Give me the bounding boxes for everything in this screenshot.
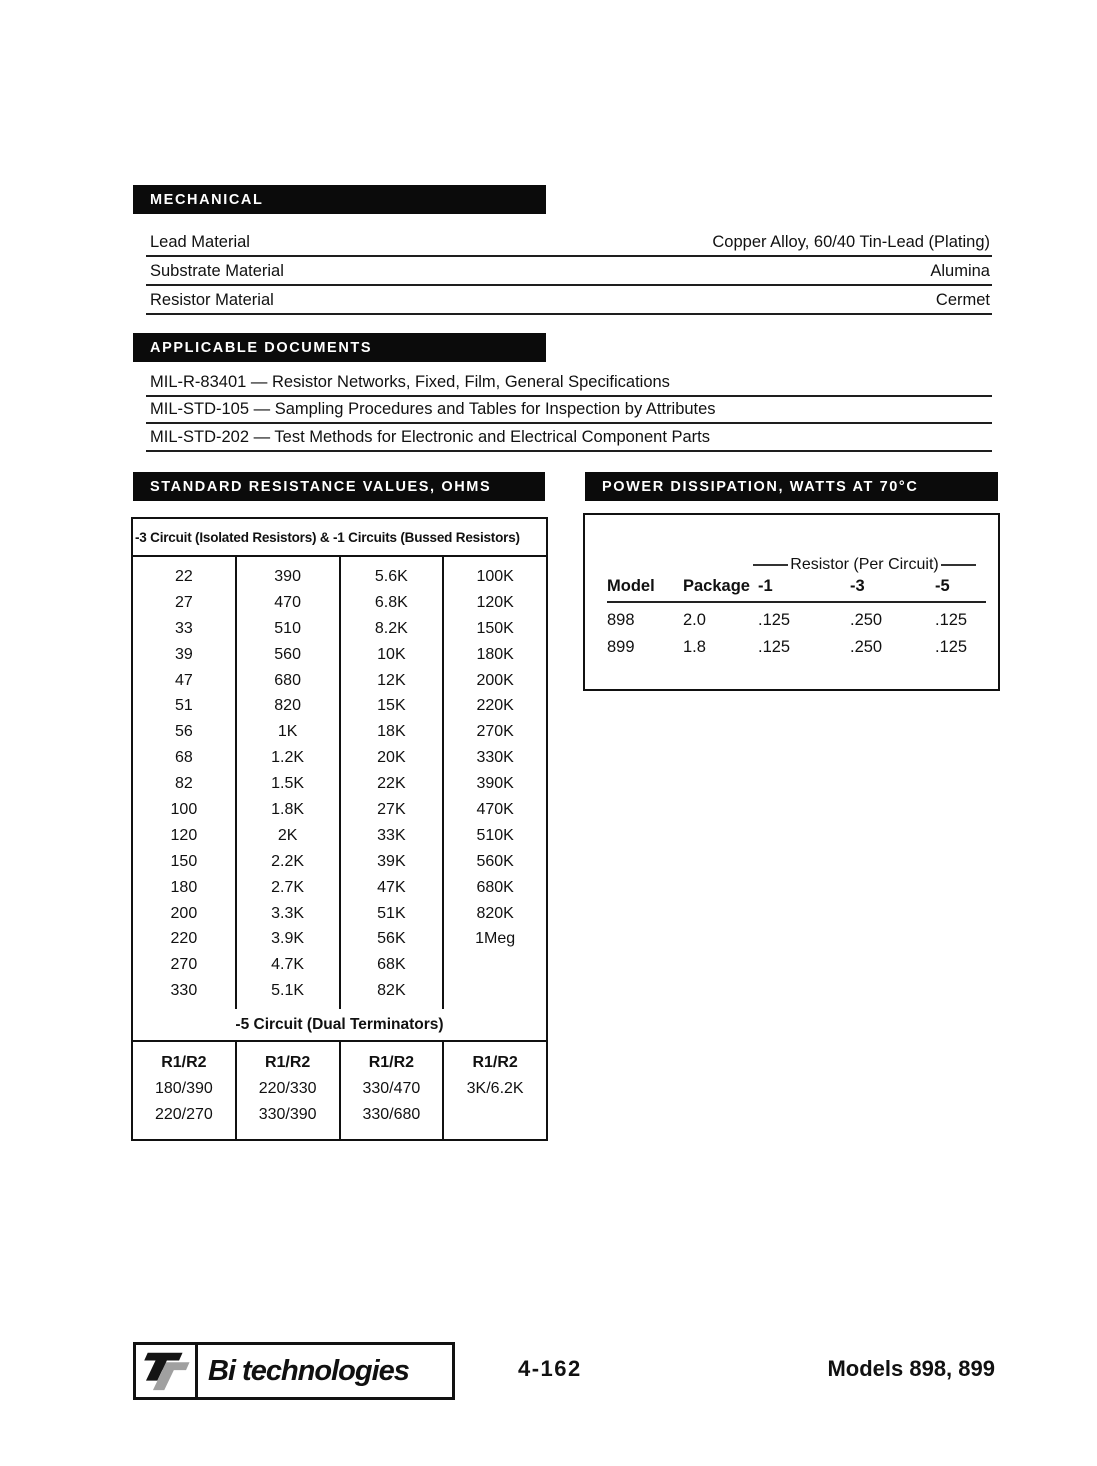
table-cell: 2.7K (271, 878, 305, 896)
resistance-section-title: STANDARD RESISTANCE VALUES, OHMS (150, 478, 492, 495)
tt-logo-icon (136, 1345, 198, 1397)
table-cell: 1.5K (271, 775, 305, 793)
table-cell: 820K (476, 904, 514, 922)
power-table-row (607, 603, 986, 630)
resistor-per-circuit-label: Resistor (Per Circuit) (790, 556, 939, 573)
table-cell: 51K (377, 904, 406, 922)
documents-section-bar (133, 333, 546, 362)
table-cell: 330/680 (362, 1106, 421, 1123)
documents-list (146, 369, 992, 452)
table-cell: 20K (377, 749, 406, 767)
power-column-header: -3 (850, 577, 865, 595)
power-cell: .125 (935, 610, 968, 629)
power-dissipation-table (583, 513, 1000, 691)
table-cell: 330K (476, 749, 514, 767)
dual-column-4 (444, 1042, 546, 1139)
documents-section-title: APPLICABLE DOCUMENTS (150, 339, 373, 356)
table-cell: 150K (476, 619, 514, 637)
table-cell: 3.3K (271, 904, 305, 922)
column-header: R1/R2 (472, 1054, 518, 1071)
column-header: R1/R2 (264, 1054, 311, 1071)
power-header-row (607, 577, 986, 603)
table-cell: 510K (476, 826, 514, 844)
power-cell: 898 (607, 610, 635, 629)
power-section-bar (585, 472, 998, 501)
table-cell: 180 (170, 878, 198, 896)
document-item (146, 424, 992, 452)
table-cell: 270 (170, 956, 198, 974)
power-column-header: Model (607, 577, 655, 595)
table-cell: 820 (274, 697, 301, 715)
spec-value: Copper Alloy, 60/40 Tin-Lead (Plating) (712, 233, 990, 251)
table-cell: 2.2K (271, 852, 305, 870)
table-cell: 150 (170, 852, 198, 870)
table-cell: 560K (476, 852, 514, 870)
brand-text: Bi technologies (208, 1354, 409, 1387)
table-cell: 1.2K (271, 749, 305, 767)
document-item (146, 397, 992, 425)
resistance-table-header: -3 Circuit (Isolated Resistors) & -1 Circuits (Bussed Resistors) (133, 519, 546, 557)
table-cell: 6.8K (374, 593, 408, 611)
mechanical-spec-list (146, 228, 992, 315)
table-cell: 18K (377, 723, 406, 741)
resistance-section-bar (133, 472, 545, 501)
table-cell: 47 (174, 671, 193, 689)
table-cell: 100 (170, 801, 198, 819)
table-cell: 220K (476, 697, 514, 715)
table-cell: 82 (174, 775, 193, 793)
mechanical-section-title: MECHANICAL (150, 191, 264, 208)
dual-terminator-grid (133, 1042, 546, 1139)
table-cell: 270K (476, 723, 514, 741)
resistance-column-4 (444, 557, 546, 1009)
table-cell: 220/330 (258, 1080, 317, 1097)
table-cell: 560 (274, 645, 301, 663)
power-cell: .250 (850, 610, 883, 629)
table-cell: 5.6K (374, 568, 408, 585)
table-cell: 680K (476, 878, 514, 896)
table-cell: 22 (174, 568, 193, 585)
table-cell: 470K (476, 801, 514, 819)
table-cell: 27K (377, 801, 406, 819)
table-cell: 68K (377, 956, 406, 974)
resistance-column-1 (133, 557, 237, 1009)
power-cell: .125 (758, 637, 791, 656)
table-cell: 12K (377, 671, 406, 689)
dual-column-1 (133, 1042, 237, 1139)
power-cell: 899 (607, 637, 635, 656)
table-cell (444, 952, 546, 978)
table-cell: 330/470 (362, 1080, 421, 1097)
table-cell: 470 (274, 593, 301, 611)
power-column-header: -5 (935, 577, 950, 595)
spec-label: Lead Material (150, 233, 250, 251)
resistance-column-2 (237, 557, 341, 1009)
table-cell: 220 (170, 930, 198, 948)
dual-terminator-header: -5 Circuit (Dual Terminators) (133, 1009, 546, 1042)
models-label: Models 898, 899 (827, 1356, 995, 1381)
table-cell: 200 (170, 904, 198, 922)
column-header: R1/R2 (161, 1054, 207, 1071)
table-cell: 390 (274, 568, 301, 585)
power-section-title: POWER DISSIPATION, WATTS AT 70°C (602, 478, 919, 495)
table-cell: 56 (174, 723, 193, 741)
dual-column-3 (341, 1042, 445, 1139)
table-cell: 1K (277, 723, 298, 741)
table-cell: 27 (174, 593, 193, 611)
spec-row (146, 257, 992, 286)
table-cell: 3K/6.2K (466, 1080, 524, 1097)
document-item (146, 369, 992, 397)
table-cell: 2K (277, 826, 298, 844)
table-cell: 1Meg (475, 930, 516, 948)
table-cell: 51 (174, 697, 193, 715)
table-cell: 180K (476, 645, 514, 663)
resistance-table (131, 517, 548, 1141)
power-column-header: Package (683, 577, 750, 595)
spec-value: Alumina (930, 262, 990, 280)
spec-row (146, 286, 992, 315)
table-cell: 120 (170, 826, 198, 844)
power-cell: .125 (935, 637, 968, 656)
table-cell: 100K (476, 568, 514, 585)
power-grid (607, 577, 986, 657)
power-cell: 2.0 (683, 610, 706, 629)
table-cell: 10K (377, 645, 406, 663)
table-cell: 68 (174, 749, 193, 767)
document-text: MIL-R-83401 — Resistor Networks, Fixed, Film, General Specifications (150, 372, 670, 391)
table-cell: 33K (377, 826, 406, 844)
page-number: 4-162 (518, 1356, 582, 1381)
table-cell: 22K (377, 775, 406, 793)
table-cell: 33 (174, 619, 193, 637)
resistance-column-3 (341, 557, 445, 1009)
table-cell: 47K (377, 878, 406, 896)
mechanical-section-bar (133, 185, 546, 214)
table-cell: 39 (174, 645, 193, 663)
spec-label: Resistor Material (150, 291, 274, 309)
table-cell: 330/390 (258, 1106, 317, 1123)
power-column-header: -1 (758, 577, 773, 595)
table-cell: 3.9K (271, 930, 305, 948)
dual-column-2 (237, 1042, 341, 1139)
table-cell: 8.2K (374, 619, 408, 637)
table-cell (444, 1102, 546, 1128)
resistor-per-circuit-span (753, 555, 976, 575)
power-table-row (607, 630, 986, 657)
document-text: MIL-STD-105 — Sampling Procedures and Tables for Inspection by Attributes (150, 400, 716, 418)
rule-line (941, 564, 976, 566)
table-cell: 510 (274, 619, 301, 637)
table-cell: 180/390 (154, 1080, 213, 1097)
table-cell: 120K (476, 593, 514, 611)
table-cell: 1.8K (271, 801, 305, 819)
table-cell: 5.1K (271, 982, 305, 1000)
document-text: MIL-STD-202 — Test Methods for Electronic and Electrical Component Parts (150, 427, 711, 446)
table-cell: 15K (377, 697, 406, 715)
power-cell: 1.8 (683, 637, 706, 656)
table-cell: 330 (170, 982, 198, 1000)
spec-row (146, 228, 992, 257)
power-cell: .125 (758, 610, 791, 629)
brand-logo-box (133, 1342, 455, 1400)
table-cell (444, 978, 546, 1004)
power-cell: .250 (850, 637, 883, 656)
spec-value: Cermet (935, 291, 990, 309)
table-cell: 220/270 (154, 1106, 213, 1123)
spec-label: Substrate Material (150, 262, 284, 280)
resistance-grid (133, 557, 546, 1009)
table-cell: 680 (274, 671, 301, 689)
table-cell: 200K (476, 671, 514, 689)
table-cell: 56K (377, 930, 406, 948)
rule-line (753, 564, 788, 566)
table-cell: 82K (377, 982, 406, 1000)
column-header: R1/R2 (368, 1054, 415, 1071)
table-cell: 39K (377, 852, 406, 870)
table-cell: 4.7K (271, 956, 305, 974)
table-cell: 390K (476, 775, 514, 793)
